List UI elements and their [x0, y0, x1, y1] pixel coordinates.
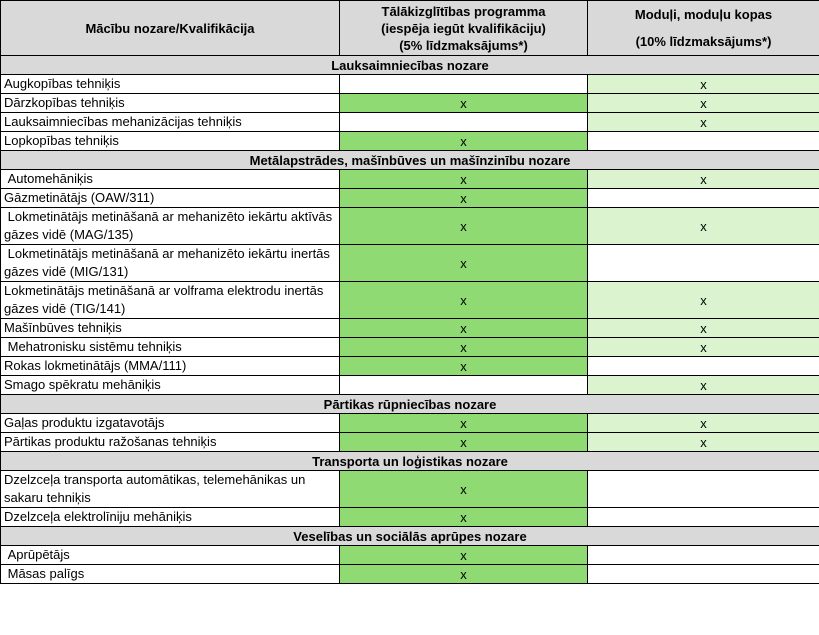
qualification-name: Lauksaimniecības mehanizācijas tehniķis: [1, 113, 340, 132]
qualification-name: Lokmetinātājs metināšanā ar volframa elektrodu inertās gāzes vidē (TIG/141): [1, 282, 340, 319]
further-education-cell: x: [340, 132, 588, 151]
modules-cell: [588, 189, 819, 208]
modules-cell: x: [588, 170, 819, 189]
further-education-cell: x: [340, 170, 588, 189]
modules-cell: x: [588, 376, 819, 395]
section-row: [1, 452, 819, 471]
modules-cell: x: [588, 282, 819, 319]
section-row: [1, 395, 819, 414]
table-row: [1, 170, 819, 189]
modules-cell: x: [588, 319, 819, 338]
table-row: [1, 376, 819, 395]
further-education-cell: x: [340, 433, 588, 452]
table-row: [1, 565, 819, 584]
table-row: [1, 94, 819, 113]
modules-cell: [588, 565, 819, 584]
table-row: [1, 357, 819, 376]
section-row: [1, 527, 819, 546]
further-education-cell: x: [340, 282, 588, 319]
qualification-name: Gaļas produktu izgatavotājs: [1, 414, 340, 433]
qualification-name: Lokmetinātājs metināšanā ar mehanizēto iekārtu aktīvās gāzes vidē (MAG/135): [1, 208, 340, 245]
further-education-cell: x: [340, 338, 588, 357]
section-title: Veselības un sociālās aprūpes nozare: [1, 527, 819, 546]
table-row: [1, 414, 819, 433]
further-education-cell: x: [340, 208, 588, 245]
section-title: Transporta un loģistikas nozare: [1, 452, 819, 471]
qualification-name: Dārzkopības tehniķis: [1, 94, 340, 113]
further-education-cell: x: [340, 565, 588, 584]
modules-cell: [588, 471, 819, 508]
further-education-cell: [340, 113, 588, 132]
further-education-cell: x: [340, 471, 588, 508]
modules-cell: x: [588, 75, 819, 94]
table-body: [1, 56, 819, 584]
modules-cell: x: [588, 94, 819, 113]
modules-cell: x: [588, 338, 819, 357]
header-further-education: [340, 1, 588, 56]
table-row: [1, 189, 819, 208]
further-education-cell: x: [340, 319, 588, 338]
table-row: [1, 471, 819, 508]
qualification-name: Automehāniķis: [1, 170, 340, 189]
qualification-name: Mehatronisku sistēmu tehniķis: [1, 338, 340, 357]
further-education-cell: x: [340, 189, 588, 208]
table-row: [1, 319, 819, 338]
further-education-cell: x: [340, 414, 588, 433]
section-row: [1, 56, 819, 75]
table-row: [1, 508, 819, 527]
table-row: [1, 338, 819, 357]
header-qualification: Mācību nozare/Kvalifikācija: [1, 1, 340, 56]
section-title: Metālapstrādes, mašīnbūves un mašīnzinību nozare: [1, 151, 819, 170]
section-title: Lauksaimniecības nozare: [1, 56, 819, 75]
table-row: [1, 132, 819, 151]
further-education-cell: x: [340, 508, 588, 527]
header-further-education-line3: (5% līdzmaksājums*): [399, 37, 528, 53]
header-row: [1, 1, 819, 56]
qualification-name: Smago spēkratu mehāniķis: [1, 376, 340, 395]
qualification-name: Aprūpētājs: [1, 546, 340, 565]
table-row: [1, 433, 819, 452]
modules-cell: [588, 245, 819, 282]
further-education-cell: x: [340, 546, 588, 565]
qualification-name: Dzelzceļa transporta automātikas, telemehānikas un sakaru tehniķis: [1, 471, 340, 508]
modules-cell: [588, 508, 819, 527]
further-education-cell: x: [340, 357, 588, 376]
section-title: Pārtikas rūpniecības nozare: [1, 395, 819, 414]
table-row: [1, 75, 819, 94]
modules-cell: [588, 357, 819, 376]
table-row: [1, 546, 819, 565]
qualification-name: Augkopības tehniķis: [1, 75, 340, 94]
qualification-name: Māsas palīgs: [1, 565, 340, 584]
qualification-name: Pārtikas produktu ražošanas tehniķis: [1, 433, 340, 452]
table-row: [1, 245, 819, 282]
qualification-name: Rokas lokmetinātājs (MMA/111): [1, 357, 340, 376]
header-further-education-line2: (iespēja iegūt kvalifikāciju): [381, 20, 546, 36]
header-modules-line1: Moduļi, moduļu kopas: [634, 7, 773, 22]
qualification-name: Lokmetinātājs metināšanā ar mehanizēto iekārtu inertās gāzes vidē (MIG/131): [1, 245, 340, 282]
further-education-cell: x: [340, 94, 588, 113]
header-modules-line2: (10% līdzmaksājums*): [635, 34, 772, 49]
further-education-cell: [340, 376, 588, 395]
further-education-cell: [340, 75, 588, 94]
table-row: [1, 113, 819, 132]
qualification-name: Dzelzceļa elektrolīniju mehāniķis: [1, 508, 340, 527]
qualification-name: Mašīnbūves tehniķis: [1, 319, 340, 338]
qualification-name: Lopkopības tehniķis: [1, 132, 340, 151]
modules-cell: [588, 132, 819, 151]
modules-cell: [588, 546, 819, 565]
further-education-cell: x: [340, 245, 588, 282]
qualification-name: Gāzmetinātājs (OAW/311): [1, 189, 340, 208]
modules-cell: x: [588, 414, 819, 433]
table-row: [1, 282, 819, 319]
modules-cell: x: [588, 208, 819, 245]
table-row: [1, 208, 819, 245]
modules-cell: x: [588, 433, 819, 452]
header-modules: [588, 1, 819, 56]
modules-cell: x: [588, 113, 819, 132]
section-row: [1, 151, 819, 170]
header-further-education-line1: Tālākizglītības programma: [381, 3, 546, 19]
